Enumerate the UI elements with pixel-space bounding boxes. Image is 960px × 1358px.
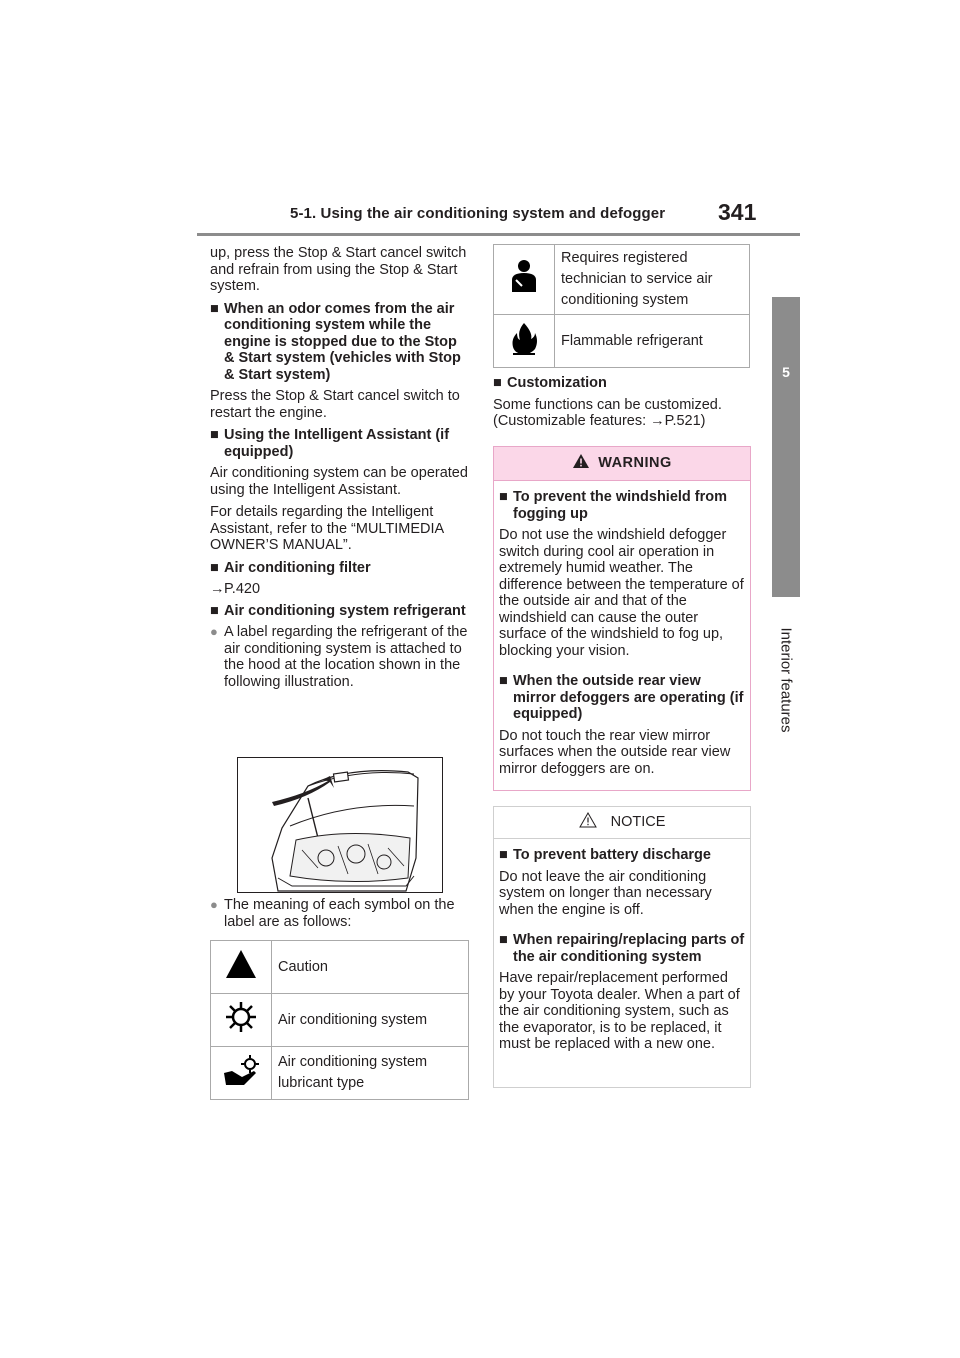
table-row [211,941,469,994]
symbol-label: Requires registered technician to service air conditioning system [555,245,750,315]
subheading: ■ When repairing/replacing parts of the air conditioning system [499,932,745,965]
paragraph: Press the Stop & Start cancel switch to restart the engine. [210,388,460,421]
subheading: ■ Air conditioning system refrigerant [210,602,466,619]
symbol-cell [494,245,555,315]
symbol-cell [211,941,272,994]
paragraph: Do not touch the rear view mirror surfaces when the outside rear view mirror defoggers are on. [499,727,731,777]
subheading: ■ When the outside rear view mirror defoggers are operating (if equipped) [499,673,744,722]
paragraph: Do not leave the air conditioning system on longer than necessary when the engine is off. [499,868,712,918]
symbol-table [210,940,469,1100]
notice-icon [579,812,597,828]
subheading: ■ When an odor comes from the air conditioning system while the engine is stopped due to the Stop & Start system (vehicles with Stop & Start system) [210,300,461,383]
table-row [494,315,750,368]
flame-icon [509,321,539,355]
square-bullet-icon: ■ [499,673,508,689]
oil-can-icon [220,1053,262,1087]
engine-bay-drawing [238,758,442,892]
square-bullet-icon: ■ [210,427,219,443]
symbol-cell [211,994,272,1047]
technician-icon [506,258,542,294]
square-bullet-icon: ■ [210,602,219,619]
table-row [494,245,750,315]
hood-illustration [237,757,443,893]
square-bullet-icon: ■ [493,375,502,391]
table-row [211,1047,469,1100]
paragraph: up, press the Stop & Start cancel switch and refrain from using the Stop & Start system. [210,245,467,294]
page-number: 341 [718,199,757,225]
snowflake-icon [224,1000,258,1034]
table-row [211,994,469,1047]
arrow-icon: → [650,413,665,429]
chapter-number: 5 [782,364,790,380]
chapter-name: Interior features [777,627,795,733]
symbol-cell [211,1047,272,1100]
symbol-label: Caution [272,941,469,994]
square-bullet-icon: ■ [499,932,508,948]
warning-body [494,481,750,777]
header-rule [197,233,800,236]
caution-icon [224,948,258,980]
paragraph: Air conditioning system can be operated using the Intelligent Assistant. [210,465,468,498]
list-item: ● The meaning of each symbol on the label are as follows: [210,897,455,930]
paragraph: For details regarding the Intelligent Assistant, refer to the “MULTIMEDIA OWNER’S MANUAL”. [210,504,444,553]
round-bullet-icon: ● [210,624,218,639]
subheading: ■ Using the Intelligent Assistant (if equipped) [210,427,450,460]
square-bullet-icon: ■ [210,300,219,317]
chapter-tab [772,297,800,597]
subheading: ■ Air conditioning filter [210,559,371,576]
round-bullet-icon: ● [210,897,218,912]
notice-box [493,806,751,1088]
left-column [210,245,470,695]
symbol-label: Air conditioning system lubricant type [272,1047,469,1100]
section-title: 5-1. Using the air conditioning system and defogger [290,205,666,222]
warning-icon [572,453,590,469]
symbol-cell [494,315,555,368]
customization-section [493,375,755,436]
paragraph: Some functions can be customized. (Customizable features: →P.521) [493,396,722,429]
arrow-icon: → [210,581,225,597]
notice-header: NOTICE [494,807,750,839]
square-bullet-icon: ■ [499,847,508,863]
warning-header: WARNING [494,447,750,481]
paragraph: Have repair/replacement performed by your Toyota dealer. When a part of the air conditioning system, such as the evaporator, is to be replaced, it must be replaced with a new one. [499,970,740,1052]
warning-box [493,446,751,791]
subheading: ■ To prevent the windshield from fogging up [499,489,728,522]
square-bullet-icon: ■ [499,489,508,505]
paragraph: Do not use the windshield defogger switch during cool air operation in extremely humid weather. The difference between the temperature of the outside air and that of the windshield can cause the outer surface of the windshield to fog up, blocking your vision. [499,527,744,659]
left-column-continued [210,897,470,935]
subheading: ■ To prevent battery discharge [499,847,711,863]
list-item: ● A label regarding the refrigerant of the air conditioning system is attached to the hood at the location shown in the following illustration. [210,624,468,690]
notice-body [494,839,750,1053]
symbol-label: Air conditioning system [272,994,469,1047]
page-reference[interactable]: P.521) [664,413,706,429]
square-bullet-icon: ■ [210,559,219,576]
symbol-table-continued [493,244,750,368]
subheading: ■ Customization [493,375,607,391]
page-reference[interactable]: → P.420 [210,581,261,597]
symbol-label: Flammable refrigerant [555,315,750,368]
